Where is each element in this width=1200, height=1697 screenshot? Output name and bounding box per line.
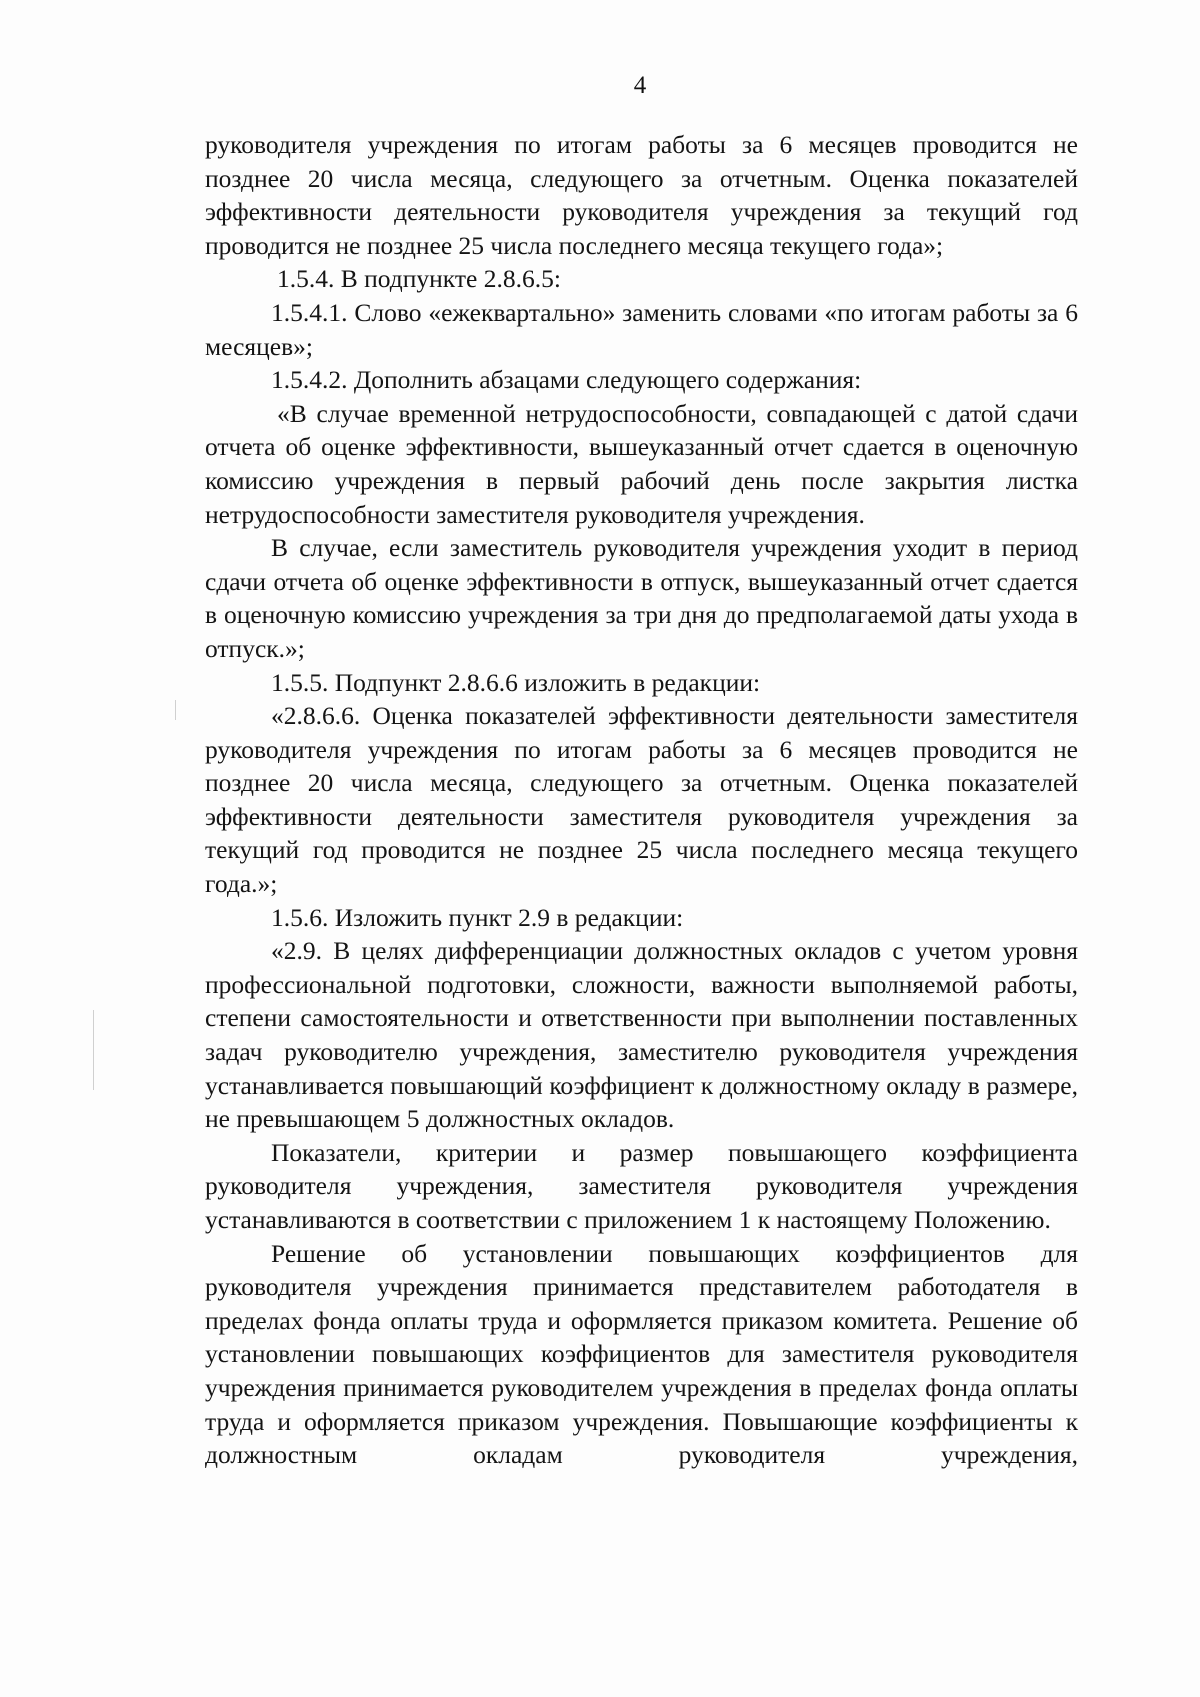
- paragraph-decision: Решение об установлении повышающих коэффициентов для руководителя учреждения принимается представителем работодателя в пределах фонда оплаты труда и оформляется приказом комитета. Решение об установлении повышающих коэффициентов для заместителя руководителя учреждения принимается руководителем учреждения в пределах фонда оплаты труда и оформляется приказом учреждения. Повышающие коэффициенты к должностным окладам руководителя учреждения,: [205, 1238, 1078, 1470]
- paragraph-1-5-6: 1.5.6. Изложить пункт 2.9 в редакции:: [271, 902, 684, 932]
- paragraph-1-5-4: 1.5.4. В подпункте 2.8.6.5:: [277, 264, 561, 294]
- paragraph-quote-2-8-6-6: «2.8.6.6. Оценка показателей эффективности деятельности заместителя руководителя учреждения по итогам работы за 6 месяцев проводится не позднее 20 числа месяца, следующего за отчетным. Оценка показателей эффективности деятельности заместителя руководителя учреждения за текущий год проводится не позднее 25 числа последнего месяца текущего года.»;: [205, 701, 1078, 899]
- paragraph-indicators: Показатели, критерии и размер повышающего коэффициента руководителя учреждения, заместителя руководителя учреждения устанавливаются в соответствии с приложением 1 к настоящему Положению.: [205, 1137, 1078, 1234]
- paragraph-1-5-5: 1.5.5. Подпункт 2.8.6.6 изложить в редакции:: [271, 667, 761, 697]
- page-number: 4: [633, 72, 647, 99]
- paragraph-1-5-4-1: 1.5.4.1. Слово «ежеквартально» заменить словами «по итогам работы за 6 месяцев»;: [205, 297, 1078, 361]
- scan-margin-mark: [93, 1010, 94, 1090]
- paragraph-1-5-4-2: 1.5.4.2. Дополнить абзацами следующего содержания:: [271, 365, 862, 395]
- paragraph-continuation: руководителя учреждения по итогам работы за 6 месяцев проводится не позднее 20 числа месяца, следующего за отчетным. Оценка показателей эффективности деятельности руководителя учреждения за текущий год проводится не позднее 25 числа последнего месяца текущего года»;: [205, 130, 1078, 260]
- paragraph-quote-sick-leave: «В случае временной нетрудоспособности, совпадающей с датой сдачи отчета об оценке эффективности, вышеуказанный отчет сдается в оценочную комиссию учреждения в первый рабочий день после закрытия листка нетрудоспособности заместителя руководителя учреждения.: [205, 398, 1078, 529]
- document-body: [205, 128, 1078, 1472]
- paragraph-vacation: В случае, если заместитель руководителя учреждения уходит в период сдачи отчета об оценке эффективности в отпуск, вышеуказанный отчет сдается в оценочную комиссию учреждения за три дня до предполагаемой даты ухода в отпуск.»;: [205, 533, 1078, 663]
- scan-margin-mark-upper: [175, 700, 176, 720]
- paragraph-quote-2-9: «2.9. В целях дифференциации должностных окладов с учетом уровня профессиональной подготовки, сложности, важности выполняемой работы, степени самостоятельности и ответственности при выполнении поставленных задач руководителю учреждения, заместителю руководителя учреждения устанавливается повышающий коэффициент к должностному окладу в размере, не превышающем 5 должностных окладов.: [205, 936, 1078, 1134]
